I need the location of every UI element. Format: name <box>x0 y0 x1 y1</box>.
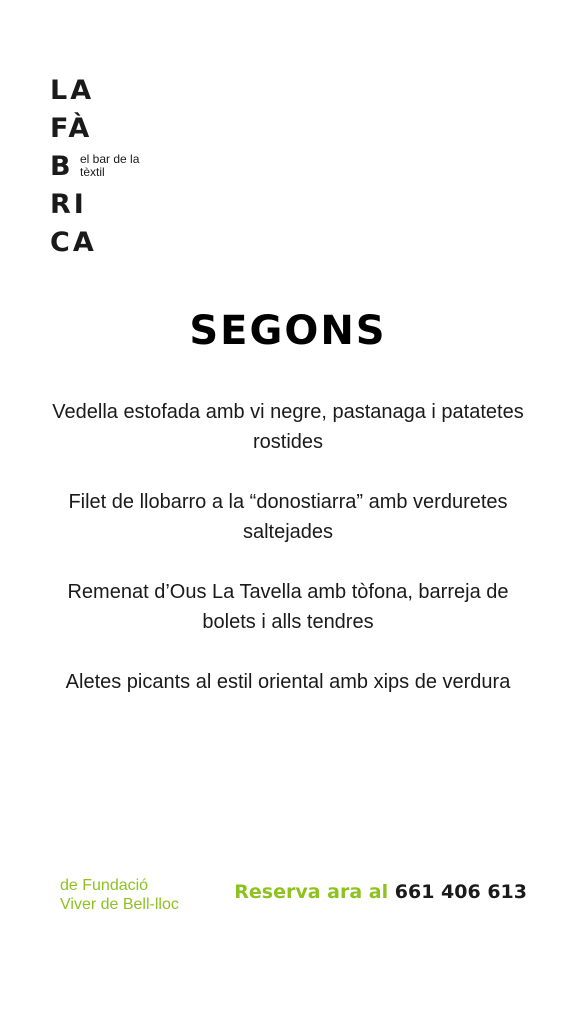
dish-list <box>40 397 536 727</box>
logo-row-1: LA <box>50 75 95 106</box>
foundation-line-2: Viver de Bell-lloc <box>60 896 179 913</box>
logo-row-5: CA <box>50 227 97 258</box>
section-title: SEGONS <box>189 308 387 354</box>
logo-row-2: FÀ <box>50 113 93 144</box>
dish-item: Vedella estofada amb vi negre, pastanaga i patatetes rostides <box>52 401 524 453</box>
dish-item: Aletes picants al estil oriental amb xips de verdura <box>65 671 511 693</box>
reservation-cta <box>234 881 527 903</box>
dish-item: Filet de llobarro a la “donostiarra” amb verduretes saltejades <box>68 491 508 543</box>
dish-item: Remenat d’Ous La Tavella amb tòfona, barreja de bolets i alls tendres <box>67 581 509 633</box>
phone-number[interactable]: 661 406 613 <box>394 881 527 903</box>
foundation-line-1: de Fundació <box>60 877 149 894</box>
reserve-label: Reserva ara al <box>234 881 389 903</box>
logo-row-3: B <box>50 151 74 182</box>
foundation-credit <box>60 876 179 914</box>
logo-row-4: RI <box>50 189 87 220</box>
logo-tagline: el bar de la tèxtil <box>80 152 140 179</box>
